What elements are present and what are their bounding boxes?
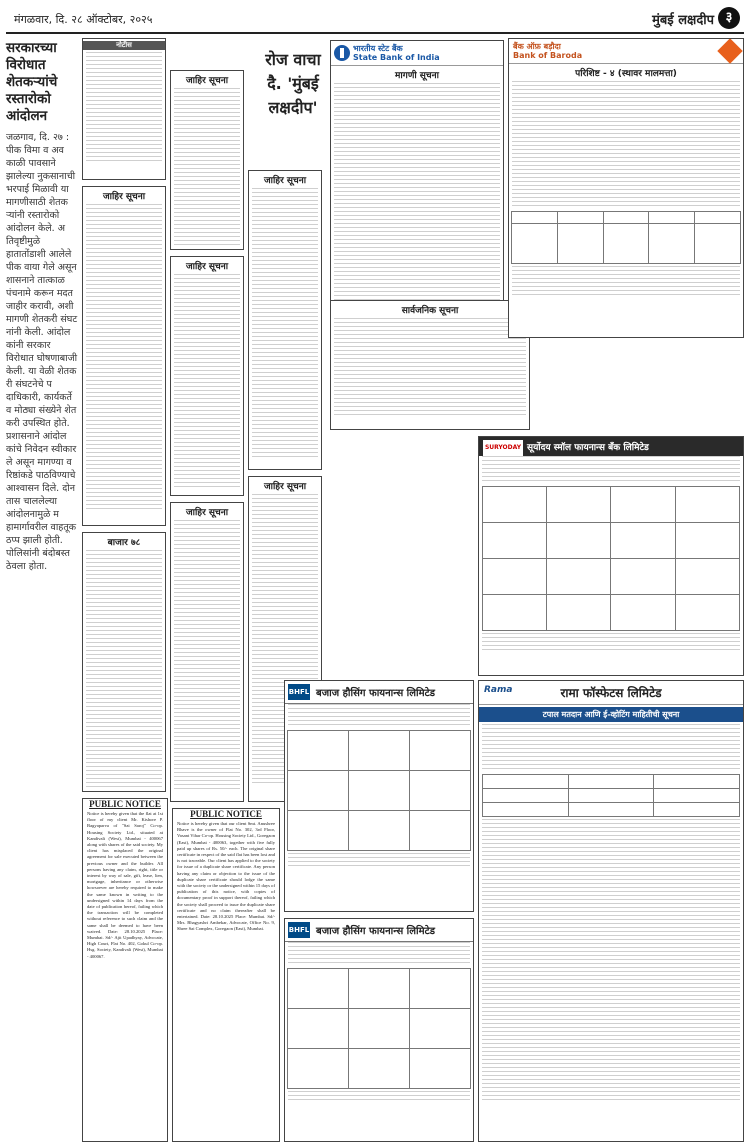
suryoday-logo: SURYODAY: [483, 440, 523, 456]
sbi-public-notice: [330, 300, 530, 430]
jahir-suchana-3: [170, 502, 244, 802]
notice-title: जाहिर सूचना: [102, 192, 146, 202]
promo-line: लक्षदीप': [268, 98, 318, 117]
notice-text: [171, 274, 243, 490]
notice-text: [83, 204, 165, 512]
promo-line: रोज वाचा: [265, 50, 321, 69]
ad-title: सार्वजनिक सूचना: [401, 306, 459, 316]
ad-title: मागणी सूचना: [395, 71, 439, 81]
notice-box: [82, 38, 166, 180]
bob-header: [509, 39, 743, 64]
borrower-table: [287, 730, 471, 851]
bajaj-header: [285, 919, 473, 942]
masthead: मुंबई लक्षदीप: [652, 13, 714, 28]
ad-title: परिशिष्ट - ४ (स्थावर मालमत्ता): [575, 69, 677, 79]
notice-title: बाजार ७८: [107, 538, 141, 548]
bob-name-marathi: बैंक ऑफ़ बड़ौदा: [513, 42, 561, 51]
notice-text: [83, 52, 165, 164]
ad-text: [479, 633, 743, 653]
rama-phosphates-notice: [478, 680, 744, 1142]
ad-text: [285, 853, 473, 869]
bajaj-housing-notice-2: [284, 918, 474, 1142]
sbi-name-english: State Bank of India: [353, 53, 440, 62]
notice-title: जाहिर सूचना: [263, 176, 307, 186]
public-notice-title: PUBLIC NOTICE: [89, 799, 161, 809]
bajaj-name: बजाज हौसिंग फायनान्स लिमिटेड: [316, 926, 436, 937]
news-column-left: [6, 38, 78, 1142]
notice-title: जाहिर सूचना: [185, 262, 229, 272]
ad-text: [285, 704, 473, 728]
sbi-demand-notice: [330, 40, 504, 340]
sbi-header: [331, 41, 503, 66]
public-notice-marathi: [82, 186, 166, 526]
news-headline: सरकारच्या विरोधात शेतकऱ्यांचे रस्तारोको आंदोलन: [6, 40, 58, 124]
ad-text: [285, 942, 473, 966]
property-table: [511, 211, 740, 264]
rama-header: [479, 681, 743, 705]
notice-text: [83, 550, 165, 790]
notice-text: [171, 520, 243, 792]
borrower-table: [287, 968, 471, 1089]
notice-text: [249, 188, 321, 460]
ad-text: [509, 81, 743, 209]
notice-text: [171, 88, 243, 248]
page-number: ३: [718, 7, 740, 29]
sbi-logo-icon: [334, 45, 350, 61]
market-notice: [82, 532, 166, 792]
page-header: [6, 4, 744, 34]
notice-title: जाहिर सूचना: [185, 76, 229, 86]
public-notice-english-2: [172, 808, 280, 1142]
jahir-suchana-1: [170, 70, 244, 250]
bob-possession-notice: [508, 38, 744, 338]
suryoday-notice: [478, 436, 744, 676]
promo-box: [248, 40, 338, 132]
rama-subtitle: टपाल मतदान आणि ई-व्होटिंग माहितीची सूचना: [479, 707, 743, 722]
notice-title: नोटीस: [83, 41, 165, 50]
suryoday-name: सूर्योदय स्मॉल फायनान्स बँक लिमिटेड: [527, 443, 649, 453]
jahir-suchana-2: [170, 256, 244, 496]
notice-title: जाहिर सूचना: [263, 482, 307, 492]
rama-logo: Rama: [484, 685, 513, 695]
bajaj-housing-notice-1: [284, 680, 474, 912]
bajaj-logo-icon: BHFL: [288, 922, 310, 938]
public-notice-title: PUBLIC NOTICE: [190, 809, 262, 819]
ad-text: [479, 724, 743, 772]
bob-name-english: Bank of Baroda: [513, 51, 583, 60]
borrower-table: [482, 486, 741, 631]
bob-logo-icon: [717, 38, 742, 63]
issue-date: मंगळवार, दि. २८ ऑक्टोबर, २०२५: [14, 13, 153, 26]
bajaj-header: [285, 681, 473, 704]
public-notice-body: Notice is hereby given that the flat at 1st floor of my client Mr. Kishore P. Bagyaparva of "Sai Saroj" Co-op. Housing Society Ltd., situated at Kandivali (West), Mumbai - 400067 along with shares of the said society. My client has misplaced the original agreement for sale executed between the previous owner and the builder. All persons having any claim, right, title or interest by way of sale, gift, lease, lien, mortgage, inheritance or otherwise howsoever are hereby required to make the same known in writing to the undersigned within 14 days from the date of publication hereof, failing which the transaction will be completed without reference to such claim and the same shall be deemed to have been waived. Date: 28.10.2025 Place: Mumbai. Sd/- Ajit Upadhyay, Advocate, High Court, Flat No. 402, Gokul Co-op. Hsg. Society, Kandivali (West), Mumbai - 400067.: [87, 811, 163, 959]
ad-text: [331, 318, 529, 418]
bajaj-name: बजाज हौसिंग फायनान्स लिमिटेड: [316, 688, 436, 699]
public-notice-english-1: [82, 798, 168, 1142]
suryoday-header: [479, 437, 743, 456]
ad-text: [479, 456, 743, 484]
ad-text: [509, 266, 743, 298]
schedule-table: [482, 774, 741, 817]
rama-name: रामा फॉस्फेटस लिमिटेड: [560, 686, 662, 700]
bajaj-logo-icon: BHFL: [288, 684, 310, 700]
notice-title: जाहिर सूचना: [185, 508, 229, 518]
sbi-name-marathi: भारतीय स्टेट बैंक: [353, 44, 403, 53]
promo-line: दै. 'मुंबई: [267, 74, 319, 93]
jahir-suchana-4: [248, 170, 322, 470]
ad-text: [285, 1091, 473, 1103]
ad-text: [479, 819, 743, 1103]
news-body: जळगाव, दि. २७ : पीक विमा व अवकाळी पावसाने झालेल्या नुकसानाची भरपाई मिळावी या मागणीसाठी शेतकऱ्यांनी रस्तारोको आंदोलन केले. अतिवृष्टीमुळे हातातोंडाशी आलेले पीक वाया गेले असून शासनाने तात्काळ पंचनामे करून मदत जाहीर करावी, अशी मागणी शेतकरी संघटनांनी केली. आंदोलकांनी सरकारविरोधात घोषणाबाजी केली. या वेळी शेतकरी संघटनेचे पदाधिकारी, कार्यकर्ते व मोठ्या संख्येने शेतकरी उपस्थित होते. प्रशासनाने आंदोलकांचे निवेदन स्वीकारले असून मागण्या वरिष्ठांकडे पाठविण्याचे आश्वासन दिले. दोन तास चाललेल्या आंदोलनामुळे महामार्गावरील वाहतूक ठप्प झाली होती. पोलिसांनी बंदोबस्त ठेवला होता.: [6, 132, 78, 572]
public-notice-body: Notice is hereby given that our client Smt. Anushree Bhave is the owner of Flat No. 302, 3rd Floor, Vasant Vihar Co-op. Housing Society Ltd., Goregaon (East), Mumbai - 400063, together with five fully paid up shares of Rs. 50/- each. The original share certificate in respect of the said flat has been lost and is not traceable. Our client has applied to the society for issue of a duplicate share certificate. Any person having any claim or objection to the issue of the duplicate share certificate should lodge the same with the society or the undersigned within 15 days of publication of this notice, with copies of documentary proof in support thereof, failing which the society shall proceed to issue the duplicate share certificate and no claim thereafter shall be entertained. Date: 28.10.2025 Place: Mumbai. Sd/- Mrs. Bhagyashri Ambekar, Advocate, Office No. 9, Shree Sai Complex, Goregaon (East), Mumbai.: [177, 821, 276, 932]
